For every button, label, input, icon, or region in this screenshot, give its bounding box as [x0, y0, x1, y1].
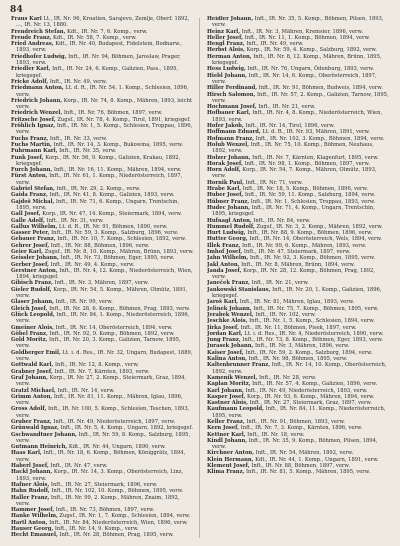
entry-details: Inft., IR. Nr. 84, Niederösterreich, Wien, 1896, verw.	[49, 519, 188, 526]
entry-details: Inft., IR. Nr. 14, Oberösterreich, Wels, 1894, verw.	[249, 236, 382, 243]
entry-details: Inft., IR. Nr. 81, 5. Komp., Mähren, 1895, verw.	[245, 469, 371, 476]
list-entry	[11, 41, 194, 54]
entry-details: Lt. d. R., IR. Nr. 93, Mähren, 1891, verw.	[262, 129, 370, 136]
entry-details: Kdt., IR. Nr. 44, 1. Komp., Ungarn, 1891, verw.	[255, 456, 379, 463]
entry-details: Inft., IR. Nr. 49, Niederösterreich, 1893, verw.	[245, 387, 368, 394]
entry-details: Inft., IR. Nr. 8, Mähren, Brünn, 1894, verw.	[241, 261, 356, 268]
list-entry	[11, 66, 194, 79]
entry-details: Inft., IR. Nr. 59, 11. Komp., Salzburg, 1894, verw.	[244, 192, 376, 199]
list-entry	[207, 268, 390, 281]
entry-name: Jurasek Johann,	[207, 343, 254, 350]
entry-details: Inft., IR. Nr. 81, 11. Komp., Mähren, Iglau, 1896, verw.	[16, 393, 183, 407]
entry-details: Inft., IR. Nr. 49, verw.	[246, 41, 304, 48]
left-column	[11, 16, 194, 540]
entry-details: Inft., IR. Nr. 75, 10. Komp., Böhmen, Neuhaus, 1892, verw.	[212, 141, 374, 155]
entry-details: Inft., IR. Nr. 14, 6. Komp., Oberösterreich, 1897, verw.	[212, 72, 377, 85]
entry-name: Hackl Johann,	[11, 469, 53, 476]
entry-name: Frendreich Stefan,	[11, 28, 66, 35]
entry-name: Jakl Anton,	[207, 261, 240, 268]
entry-name: Göbel Franz,	[11, 330, 48, 337]
entry-details: Inft., IR. Nr. 75, 7. Komp., Böhmen, 1895, verw.	[253, 305, 379, 312]
entry-details: Inft., IR. Nr. 102, 3. Komp., Böhmen, 1894, verw.	[255, 135, 385, 142]
entry-name: Kindl Johann,	[207, 437, 248, 444]
entry-details: Kdt., IR. Nr. 58, 7. Komp., verw.	[53, 34, 137, 41]
list-entry	[11, 532, 194, 538]
entry-name: Jerabek Wenzel,	[207, 311, 254, 318]
entry-name: Heller Josef,	[207, 34, 244, 41]
entry-name: Imhof Josef,	[207, 248, 243, 255]
entry-details: Inft., IR. Nr. 94, Böhmen, Jaroslaw, Prager, 1893, verw.	[16, 53, 181, 67]
entry-name: Kaufmann Leopold,	[207, 406, 264, 413]
entry-name: Friedler Karl,	[11, 66, 51, 73]
entry-name: Hafner Alois,	[11, 481, 50, 488]
entry-name: Haller Franz,	[11, 494, 50, 501]
entry-details: Inft., IR. Nr. 8, 12. Komp., Mähren, Brünn, 1895, kriegsgef.	[212, 53, 382, 67]
entry-name: Fuchs Martin,	[11, 141, 52, 148]
entry-details: Inft., IR. Nr. 18, verw.	[247, 431, 305, 438]
entry-details: Inft., IR. Nr. 99, verw.	[55, 299, 113, 306]
entry-details: Inft., IR. Nr. 41, 8. Komp., Galizien, 1893, verw.	[49, 192, 175, 199]
entry-name: Hofbauer Karl,	[207, 110, 251, 117]
entry-details: Inft., IR. Nr. 73, Böhmen, 1897, verw.	[55, 507, 155, 514]
entry-name: Grünwald Ignaz,	[11, 425, 59, 432]
list-entry	[207, 469, 390, 475]
list-entry	[11, 123, 194, 136]
entry-details: Inft., IR. Nr. 47, Steiermark, 1897, verw.	[243, 248, 351, 255]
entry-name: Geier Karl,	[11, 248, 43, 255]
list-entry	[11, 98, 194, 111]
entry-name: Janeček Franz,	[207, 280, 250, 287]
list-entry	[11, 268, 194, 281]
entry-name: Hahn Rudolf,	[11, 488, 50, 495]
entry-details: Inft., IR. Nr. 3, Mähren, 1897, verw.	[54, 280, 149, 287]
list-entry	[11, 406, 194, 419]
entry-details: Inft., IR. Nr. 27, Steiermark, 1896, verw.	[50, 481, 158, 488]
entry-name: Haberl Josef,	[11, 463, 49, 470]
entry-name: Gajdoš Michal,	[11, 198, 55, 205]
entry-name: Gaida Franz,	[11, 192, 48, 199]
entry-name: Fuchs Franz,	[11, 135, 49, 142]
entry-details: Inft., IR. Nr. 20, 3. Komp., Galizien, Tarnow, 1895, verw.	[16, 337, 181, 350]
entry-name: Freude Franz,	[11, 34, 52, 41]
entry-name: Hauser Georg,	[11, 526, 54, 533]
list-entry	[11, 85, 194, 98]
list-entry	[11, 450, 194, 463]
list-entry	[207, 110, 390, 123]
entry-details: Inft., IR. Nr. 88, Böhmen, 1897, verw.	[251, 463, 350, 470]
entry-name: Friedhofer Ludwig,	[11, 53, 67, 60]
entry-name: Klima Franz,	[207, 469, 245, 476]
entry-details: Inft., IR. Nr. 18, 5. Komp., Böhmen, 1896, verw.	[242, 186, 369, 193]
entry-name: Jelinek Johann,	[207, 305, 252, 312]
entry-name: Hufnagl Anton,	[207, 217, 252, 224]
entry-name: Friedmann Anton,	[11, 85, 64, 92]
page-number: 84	[10, 5, 24, 15]
entry-details: Korp., IR. Nr. 56, 9. Komp., Galizien, Krakau, 1892, kriegsgef.	[16, 154, 181, 167]
entry-name: Fried Andreas,	[11, 41, 54, 48]
entry-name: Hoffmann Eduard,	[207, 129, 261, 136]
entry-details: Lt. i. d. Res., IR. Nr. 32, Ungarn, Budapest, 1889, verw.	[16, 349, 193, 363]
entry-name: Keller Franz,	[207, 419, 245, 425]
list-entry	[11, 495, 194, 508]
entry-details: Inft., IR. Nr. 21, verw.	[258, 104, 316, 111]
entry-name: Gallus Wilhelm,	[11, 223, 58, 230]
entry-details: Inft., IR. Nr. 49, verw.	[49, 78, 108, 85]
entry-details: Inft., IR. Nr. 12, 8. Komp., verw.	[54, 362, 139, 369]
list-entry	[11, 350, 194, 363]
entry-name: Gibisch Franz,	[11, 280, 53, 287]
entry-name: Hofer Jakob,	[207, 123, 244, 130]
entry-details: Inft., IR. Nr. 84, 11. Komp., Niederösterreich, 1895, verw.	[212, 406, 386, 419]
entry-name: Herbst Alois,	[207, 47, 245, 54]
list-entry	[11, 199, 194, 212]
entry-name: Gieler Rudolf,	[11, 286, 52, 293]
entry-name: Kettner Karl,	[207, 431, 246, 438]
list-entry	[11, 469, 194, 482]
entry-name: Gottwald Karl,	[11, 362, 54, 369]
entry-details: Inft., IR. Nr. 73, 8. Komp., Böhmen, Eger, 1893, verw.	[242, 337, 383, 344]
entry-details: Inft., IR. Nr. 14, 10. Komp., Oberösterreich, 1892, verw.	[212, 362, 387, 375]
entry-details: Inft., IR. Nr. 3, Mähren, 1896, verw.	[255, 343, 350, 350]
entry-details: Inft., IR. Nr. 54, Mähren, 1892, verw.	[255, 450, 354, 457]
entry-name: Hess Ludwig,	[207, 66, 246, 73]
entry-details: Inft., IR. Nr. 99, 2. Komp., Mähren, Znaim, 1892, verw.	[16, 494, 180, 507]
entry-name: Haas Karl,	[11, 450, 42, 457]
entry-details: Inft., IR. Nr. 20, 1. Komp., Galizien, 1896, kriegsgef.	[212, 286, 382, 300]
entry-details: Inft., IR. Nr. 57, 4. Komp., Galizien, 1896, verw.	[252, 381, 378, 388]
entry-name: Gold Moritz,	[11, 337, 48, 344]
entry-details: Inft., IR. Nr. 71, 6. Komp., Ungarn, Trentschin, 1895, verw.	[16, 198, 180, 211]
list-entry	[11, 394, 194, 407]
entry-details: Inft., IR. Nr. 92, 3. Komp., Böhmen, 1895, verw.	[249, 255, 376, 262]
entry-details: Zugsf., IR. Nr. 1, 7. Komp., Schlesien, 1894, verw.	[59, 513, 191, 520]
entry-details: Inft., IR. Nr. 33, verw.	[49, 135, 108, 142]
entry-details: Inft., IR. Nr. 98, Böhmen, 1895, verw.	[248, 356, 348, 363]
entry-name: Kamenik Wenzel,	[207, 374, 258, 381]
entry-name: Hurt Ludwig,	[207, 230, 246, 237]
entry-details: Inft., IR. Nr. 102, 10. Komp., Böhmen, 1895, verw.	[51, 488, 184, 495]
entry-details: Inft., IR. Nr. 59, 2. Komp., Salzburg, 1894, verw.	[245, 349, 373, 356]
entry-name: Jung Franz,	[207, 337, 241, 344]
entry-name: Fröhlich Ignaz,	[11, 123, 56, 130]
entry-name: Glück Leopold,	[11, 311, 55, 318]
entry-details: Lt. i. d. Res., IR. Nr. 4, Niederösterreich, 1890, verw.	[244, 330, 384, 337]
entry-details: Inft., IR. Nr. 71, 4. Komp., Ungarn, Trentschin, 1895, kriegsgef.	[212, 204, 375, 218]
entry-name: Hudec Johann,	[207, 204, 250, 211]
right-column	[207, 16, 390, 540]
entry-name: Jaroš Karl,	[207, 299, 239, 306]
entry-details: Kdt., IR. Nr. 7, 6. Komp., verw.	[67, 28, 148, 35]
entry-details: Zugsf., IR. Nr. 8, 10. Komp., Mähren, Brünn, 1893, verw.	[44, 248, 194, 255]
entry-name: Geissler Johann,	[11, 255, 59, 262]
entry-details: Inft., IR. Nr. 102, verw.	[255, 311, 316, 318]
entry-details: Inft., IR. Nr. 31, verw.	[46, 217, 104, 224]
entry-details: Inft., IR. Nr. 28, verw.	[258, 374, 317, 381]
entry-name: Hummel Rudolf,	[207, 223, 255, 230]
entry-details: Inft., IR. Nr. 16, 11. Komp., Mähren, 1894, verw.	[53, 167, 182, 174]
entry-details: Inft., IR. Nr. 10, 7. Komp., Schlesien, 1892, verw.	[57, 236, 187, 243]
entry-name: Gasser Peter,	[11, 230, 50, 237]
entry-name: Gleich Josef,	[11, 305, 48, 312]
entry-name: Grabner Josef,	[11, 368, 53, 375]
entry-details: Inft., IR. Nr. 76, Ungarn, Ödenburg, 1893, verw.	[247, 66, 375, 73]
list-entry	[207, 92, 390, 105]
entry-details: Kdt., IR. Nr. 40, Budapest, Fidelstein, Bodnarw., 1893, verw.	[16, 41, 183, 54]
list-entry	[11, 173, 194, 186]
entry-name: Furch Johann,	[11, 167, 53, 174]
entry-name: Goldberger Emil,	[11, 349, 61, 356]
entry-name: Gerber Josef,	[11, 261, 49, 268]
entry-details: Inft., IR. Nr. 4, 12. Komp., Niederösterreich, Wien, 1894, kriegsgef.	[16, 267, 193, 281]
entry-name: Gratzl Michael,	[11, 387, 56, 394]
entry-name: Fricke Adolf,	[11, 78, 49, 85]
entry-details: Inft., IR. Nr. 84, 1. Komp., Niederösterreich, 1896, verw.	[16, 311, 190, 325]
list-entry	[11, 287, 194, 300]
entry-name: Gmeiner Alois,	[11, 324, 54, 331]
entry-details: Inft., IR. Nr. 73, Böhmen, Eger, 1895, verw.	[60, 255, 175, 262]
column-divider	[199, 18, 200, 538]
entry-name: Gerstner Anton,	[11, 267, 58, 274]
entry-name: Kirchner Anton,	[207, 450, 254, 457]
entry-details: Inft., IR. Nr. 76, Böhmen, 1897, verw.	[63, 110, 163, 117]
entry-name: Grimm Anton,	[11, 393, 53, 400]
entry-name: Jankowski Stanislaus,	[207, 286, 271, 293]
entry-details: Inft., IR. Nr. 24, 6. Komp., Galizien, Pass., 1895, kriegsgef.	[16, 66, 179, 79]
entry-name: Kalina Anton,	[207, 356, 247, 363]
entry-name: Hrabe Karl,	[207, 186, 242, 193]
entry-details: Korp., IR. Nr. 74, 8. Komp., Mähren, 1893, leicht verw.	[16, 97, 193, 111]
entry-details: Lt., IR. Nr. 96, Kroatien, Sarajevo, Zemlje, Oberf. 1892, ..., IR. Nr. 13, 1880.	[16, 16, 190, 29]
entry-details: Inft., IR. Nr. 1, Schlesien, Troppau, 1893, verw.	[250, 198, 376, 205]
list-entry	[11, 337, 194, 350]
entry-name: Heidler Johann,	[207, 16, 254, 22]
entry-details: Inft., IR. Nr. 7, 3. Komp., Kärnten, 1896, verw.	[240, 425, 363, 432]
entry-name: Hiebl Johann,	[207, 72, 247, 79]
entry-name: Janda Josef,	[207, 267, 242, 274]
entry-name: Holub Wenzel,	[207, 141, 250, 148]
entry-details: Inft., IR. Nr. 21, verw.	[251, 280, 309, 287]
entry-name: Kasper Josef,	[207, 393, 246, 400]
entry-details: Inft., IR. Nr. 4, 8. Komp., Niederösterreich, Wien, 1893, verw.	[212, 110, 383, 123]
entry-details: Inft., IR. Nr. 14, verw.	[57, 387, 115, 394]
entry-details: Inft., IR. Nr. 57, 2. Komp., Galizien, Tarnow, 1895, verw.	[212, 91, 389, 104]
entry-name: Kastner Alois,	[207, 400, 248, 407]
list-entry	[207, 205, 390, 218]
entry-name: Jordan Karl,	[207, 330, 243, 337]
entry-details: Inft., IR. Nr. 92, 9. Komp., Böhmen, 1892, verw.	[49, 330, 175, 337]
entry-details: Inft., IR. Nr. 81, Mähren, Iglau, 1893, verw.	[239, 299, 355, 306]
entry-details: Inft., IR. Nr. 1, 5. Komp., Schlesien, 1894, verw.	[249, 318, 375, 325]
entry-name: Klein Hermann,	[207, 456, 254, 463]
entry-details: Inft., IR. Nr. 29, 2. Komp., verw.	[56, 186, 141, 193]
entry-details: Inft., IR. Nr. 91, Böhmen, Budweis, 1894, verw.	[258, 85, 383, 92]
entry-details: Inft., IR. Nr. 100, 5. Komp., Schlesien, Teschen, 1893, verw.	[16, 406, 190, 419]
entry-name: Gruber Franz,	[11, 419, 52, 425]
entry-details: Inft., IR. Nr. 27, Steiermark, Graz, 1897, verw.	[249, 400, 372, 407]
entry-name: Hübner Franz,	[207, 198, 250, 205]
entry-name: Fritzsche Josef,	[11, 116, 56, 123]
entry-name: Gschwandtner Johann,	[11, 431, 77, 438]
entry-details: Inft., IR. Nr. 3, Mähren, Kremsier, 1896, verw.	[241, 28, 364, 35]
entry-details: Korp., IR. Nr. 28, 12. Komp., Böhmen, Prag, 1892, verw.	[212, 267, 375, 281]
entry-details: Korp., IR. Nr. 54, 5. Komp., Mähren, Olmütz, 1891, verw.	[16, 286, 188, 300]
entry-name: Fürst Anton,	[11, 173, 48, 180]
entry-details: Korp., IR. Nr. 54, 7. Komp., Mähren, Olmütz, 1893, verw.	[212, 167, 377, 180]
entry-name: Fraus Karl	[11, 16, 42, 22]
entry-details: Inft., IR. Nr. 49, Niederösterreich, 1897, verw.	[53, 419, 176, 425]
list-entry	[207, 142, 390, 155]
entry-details: Inft., IR. Nr. 14, Tirol, 1896, verw.	[245, 123, 335, 130]
entry-name: Jahn Wilhelm,	[207, 255, 249, 262]
entry-name: Fuhrmann Karl,	[11, 148, 58, 155]
entry-name: Graf Johann,	[11, 374, 48, 381]
entry-name: Friedrich Wenzel,	[11, 110, 63, 117]
entry-name: Jirka Josef,	[207, 324, 239, 331]
entry-name: Hornik Paul,	[207, 179, 244, 186]
entry-details: Korp., IR. Nr. 59, 4. Komp., Salzburg, 1892, verw.	[246, 47, 377, 54]
entry-name: Hanke Wilhelm,	[11, 513, 58, 520]
entry-name: Hammer Josef,	[11, 507, 55, 514]
entry-name: Gross Adolf,	[11, 406, 47, 413]
entry-details: Zugsf., IR. Nr. 3, 2. Komp., Mähren, 1892, verw.	[256, 223, 383, 230]
entry-details: Inft., IR. Nr. 14, Oberösterreich, 1894, verw.	[55, 324, 173, 331]
entry-details: Inft., IR. Nr. 59, 8. Komp., Salzburg, 1895, verw.	[16, 431, 191, 444]
entry-name: Jeschke Alois,	[207, 318, 248, 325]
entry-name: Hirsch Salomon,	[207, 91, 256, 98]
entry-name: Hochmann Josef,	[207, 104, 257, 111]
entry-details: Inft., IR. Nr. 71, verw.	[245, 179, 303, 186]
entry-name: Heinz Karl,	[207, 28, 241, 35]
entry-details: Inft., IR. Nr. 11, Böhmen, Pisek, 1897, verw.	[240, 324, 357, 331]
entry-name: Hofmann Franz,	[207, 135, 255, 142]
list-entry	[11, 155, 194, 168]
entry-name: Hutter Georg,	[207, 236, 248, 243]
entry-details: Inft., IR. Nr. 35, 5. Komp., Böhmen, Pilsen, 1893, verw.	[212, 16, 384, 29]
entry-name: Galle Adolf,	[11, 217, 45, 224]
entry-name: Gabriel Stefan,	[11, 186, 55, 193]
list-entry	[207, 362, 390, 375]
entry-name: Kaplan Moritz,	[207, 381, 251, 388]
entry-details: Inft., IR. Nr. 35, verw.	[59, 148, 117, 155]
list-entry	[207, 438, 390, 451]
entry-details: Korp., IR. Nr. 27, 2. Komp., Steiermark, Graz, 1894, verw.	[16, 374, 187, 388]
entry-details: Korp., IR. Nr. 47, 14. Komp., Steiermark, 1894, verw.	[42, 211, 183, 218]
entry-details: Kdt., IR. Nr. 44, Ungarn, 1890, verw.	[68, 444, 166, 451]
entry-details: Inft., IR. Nr. 28, 6. Komp., Böhmen, Prag, 1893, verw.	[49, 305, 191, 312]
entry-details: Inft., IR. Nr. 99, 6. Komp., Mähren, 1893, verw.	[241, 242, 367, 249]
entry-name: Gehrer Josef,	[11, 242, 50, 249]
entry-name: Hengl Franz,	[207, 41, 245, 48]
list-entry	[11, 312, 194, 325]
entry-details: Inft., IR. Nr. 98, 1. Komp., Böhmen, 1897, verw.	[244, 160, 370, 167]
entry-name: Gutmann Heinrich,	[11, 444, 68, 451]
entry-details: Inft., IR. Nr. 47, verw.	[50, 463, 108, 470]
list-entry	[207, 73, 390, 86]
entry-name: Klement Josef,	[207, 463, 250, 470]
entry-details: Inft., IR. Nr. 14, 9. Komp., verw.	[54, 526, 139, 533]
entry-name: Glaser Johann,	[11, 299, 54, 306]
entry-name: Funk Josef,	[11, 154, 44, 161]
entry-details: Inft., IR. Nr. 91, Böhmen, 1893, verw.	[246, 419, 345, 425]
entry-details: Inft., IR. Nr. 88, Böhmen, 1896, verw.	[50, 242, 150, 249]
entry-name: Horn Adolf,	[207, 167, 241, 174]
entry-details: Inft., IR. Nr. 84, verw.	[253, 217, 311, 224]
entry-name: Hiller Ferdinand,	[207, 85, 258, 92]
entry-details: Inft., IR. Nr. 61, 1. Komp., Niederösterreich, 1897, verw.	[16, 173, 183, 186]
entry-details: Inft., IR. Nr. 35, 9. Komp., Böhmen, Pilsen, 1894, verw.	[212, 437, 378, 451]
entry-details: Inft., IR. Nr. 11, 1. Komp., Böhmen, 1894, verw.	[244, 34, 370, 41]
entry-name: Kaltenbrunner Franz,	[207, 362, 271, 369]
entry-details: Korp., IR. Nr. 14, 3. Komp., Oberösterreich, Linz, 1893, verw.	[16, 469, 184, 482]
entry-name: Gebauer Franz,	[11, 236, 56, 243]
list-entry	[11, 432, 194, 445]
entry-name: Hecht Emanuel,	[11, 532, 58, 539]
list-entry	[11, 16, 194, 29]
entry-name: Kaiser Josef,	[207, 349, 244, 356]
entry-details: Lt. d. R., IR. Nr. 54, 1. Komp., Schlesien, 1896, verw.	[16, 85, 189, 98]
entry-name: Kern Josef,	[207, 425, 240, 432]
entry-details: Zugsf., IR. Nr. 78, 4. Komp., Tirol, 1891, kriegsgef.	[57, 116, 191, 123]
entry-name: Friedrich Johann,	[11, 97, 63, 104]
entry-details: Inft., IR. Nr. 28, Böhmen, Prag, 1895, verw.	[59, 532, 174, 539]
entry-name: Hartl Anton,	[11, 519, 48, 526]
entry-name: Holzer Johann,	[207, 154, 251, 161]
entry-details: Lt. d. R., IR. Nr. 91, Böhmen, 1890, verw.	[58, 223, 168, 230]
entry-details: Inft., IR. Nr. 5, 4. Komp., Ungarn, 1892, kriegsgef.	[60, 425, 193, 432]
entry-details: Inft., IR. Nr. 49, 4. Komp., verw.	[50, 261, 135, 268]
list-entry	[207, 406, 390, 419]
list-entry	[207, 54, 390, 67]
entry-details: Inft., IR. Nr. 88, 9. Komp., Böhmen, 1896, verw.	[247, 230, 373, 237]
entry-name: Huber Josef,	[207, 192, 244, 199]
entry-name: Horak Josef,	[207, 160, 243, 167]
list-entry	[11, 375, 194, 388]
entry-name: Karl Johann,	[207, 387, 244, 394]
list-entry	[207, 167, 390, 180]
entry-name: Herman Anton,	[207, 53, 252, 60]
entry-details: Inft., IR. Nr. 7, Kärnten, 1893, verw.	[54, 368, 150, 375]
entry-name: Illek Franz,	[207, 242, 241, 249]
entry-details: Inft., IR. Nr. 14, 3. Komp., Bukowina, 1895, verw.	[53, 141, 184, 148]
entry-details: Inft., IR. Nr. 1, 5. Komp., Schlesien, Troppau, 1896, verw.	[16, 123, 193, 136]
list-entry	[207, 16, 390, 29]
entry-details: Inft., IR. Nr. 7, Kärnten, Klagenfurt, 1895, verw.	[252, 154, 379, 161]
list-entry	[207, 287, 390, 300]
entry-details: Inft., IR. Nr. 18, 6. Komp., Böhmen, Königgrätz, 1894, verw.	[16, 450, 186, 463]
entry-details: Inft., IR. Nr. 59, 3. Komp., Salzburg, 1896, verw.	[51, 230, 179, 237]
list-entry	[11, 54, 194, 67]
entry-name: Gall Josef,	[11, 211, 41, 218]
entry-details: Korp., IR. Nr. 93, 6. Komp., Mähren, 1894, verw.	[246, 393, 375, 400]
